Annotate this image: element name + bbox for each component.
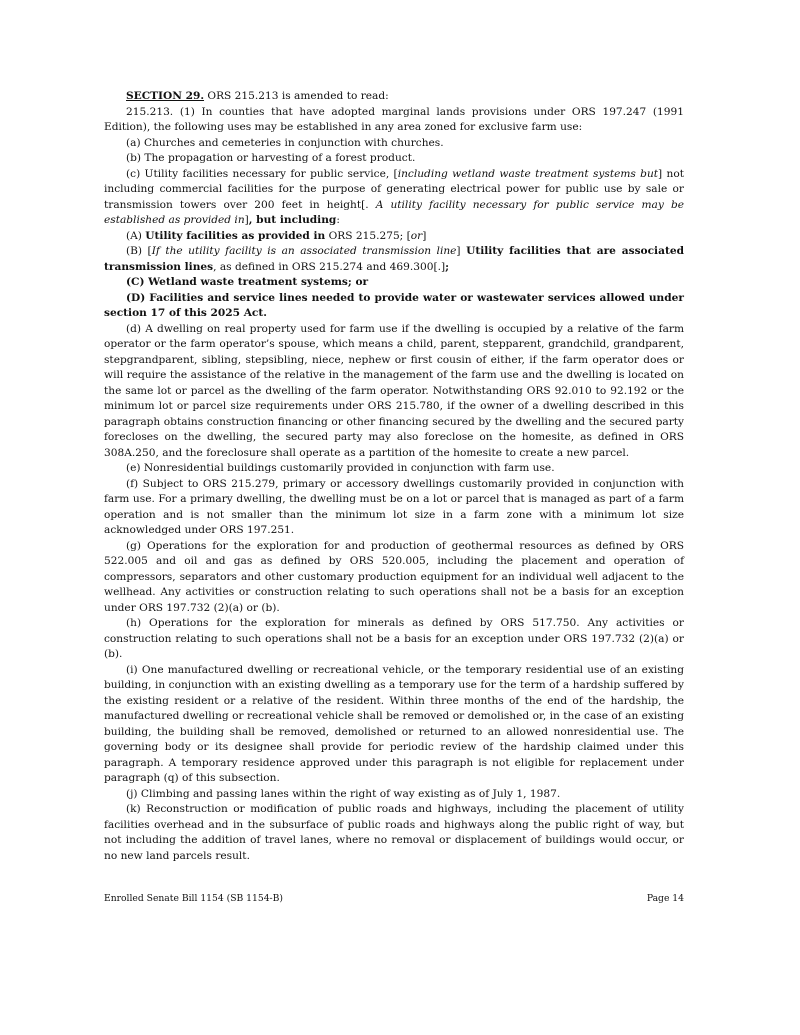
subparagraph-D xyxy=(104,291,684,322)
paragraph-h: (h) Operations for the exploration for minerals as defined by ORS 517.750. Any activities or construction relating to such operations shall not be a basis for an exception under ORS 197.732 (2)(a) or (b). xyxy=(104,617,684,660)
text-run: ] xyxy=(422,229,427,242)
text-run: ] xyxy=(244,214,249,226)
added-text: Utility facilities that are associated transmission lines xyxy=(104,245,684,273)
section-intro xyxy=(104,89,684,105)
deleted-text: A utility facility necessary for public service may be established as provided in xyxy=(104,198,684,226)
deleted-text: If the utility facility is an associated transmission line xyxy=(151,245,457,257)
paragraph-e: (e) Nonresidential buildings customarily provided in conjunction with farm use. xyxy=(126,462,555,474)
subparagraph-C xyxy=(104,275,684,291)
text-run: ORS 215.275; [ xyxy=(325,229,411,242)
text-run: , as defined in ORS 215.274 and 469.300[.] xyxy=(213,260,446,273)
paragraph-d: (d) A dwelling on real property used for farm use if the dwelling is occupied by a relative of the farm operator or the farm operator’s spouse, which means a child, parent, stepparent, grandchild, grandparent, stepgrandparent, sibling, stepsibling, niece, nephew or first cousin of either, if the farm operator does or will require the assistance of the relative in the management of the farm use and the dwelling is located on the same lot or parcel as the dwelling of the farm operator. Notwithstanding ORS 92.010 to 92.192 or the minimum lot or parcel size requirements under ORS 215.780, if the owner of a dwelling described in this paragraph obtains construction financing or other financing secured by the dwelling and the secured party forecloses on the dwelling, the secured party may also foreclose on the homesite, as defined in ORS 308A.250, and the foreclosure shall operate as a partition of the homesite to create a new parcel. xyxy=(104,322,684,459)
text-run: (c) Utility facilities necessary for public service, [ xyxy=(126,167,398,180)
deleted-text: or xyxy=(410,229,423,242)
added-text: (C) Wetland waste treatment systems; or xyxy=(126,276,369,288)
bill-name: Enrolled Senate Bill 1154 (SB 1154-B) xyxy=(104,893,283,904)
document-body xyxy=(104,89,684,864)
added-text: , but including xyxy=(248,214,337,226)
added-text: ; xyxy=(445,260,450,273)
paragraph-c xyxy=(104,167,684,229)
section-heading: SECTION 29. xyxy=(126,90,205,102)
paragraph-j: (j) Climbing and passing lanes within the right of way existing as of July 1, 1987. xyxy=(126,787,561,800)
subparagraph-B xyxy=(104,244,684,275)
text-run: (B) [ xyxy=(126,245,152,257)
page-footer xyxy=(104,893,684,904)
paragraph-f: (f) Subject to ORS 215.279, primary or accessory dwellings customarily provided in conjunction with farm use. For a primary dwelling, the dwelling must be on a lot or parcel that is managed as part of a farm operation and is not smaller than the minimum lot size in a farm zone with a minimum lot size acknowledged under ORS 197.251. xyxy=(104,477,684,536)
paragraph-g: (g) Operations for the exploration for and production of geothermal resources as defined by ORS 522.005 and oil and gas as defined by ORS 520.005, including the placement and operation of compressors, separators and other customary production equipment for an individual well adjacent to the wellhead. Any activities or construction relating to such operations shall not be a basis for an exception under ORS 197.732 (2)(a) or (b). xyxy=(104,539,684,614)
section-intro-text: ORS 215.213 is amended to read: xyxy=(204,90,389,102)
page-number: Page 14 xyxy=(646,893,684,904)
text-run: (A) xyxy=(126,229,146,242)
paragraph-k: (k) Reconstruction or modification of public roads and highways, including the placement of utility facilities overhead and in the subsurface of public roads and highways along the public right of way, but not including the addition of travel lanes, where no removal or displacement of buildings would occur, or no new land parcels result. xyxy=(104,803,684,862)
paragraph-i: (i) One manufactured dwelling or recreational vehicle, or the temporary residential use of an existing building, in conjunction with an existing dwelling as a temporary use for the term of a hardship suffered by the existing resident or a relative of the resident. Within three months of the end of the hardship, the manufactured dwelling or recreational vehicle shall be removed or demolished or, in the case of an existing building, the building shall be removed, demolished or returned to an allowed nonresidential use. The governing body or its designee shall provide for periodic review of the hardship claimed under this paragraph. A temporary residence approved under this paragraph is not eligible for replacement under paragraph (q) of this subsection. xyxy=(104,663,684,784)
deleted-text: including wetland waste treatment systems but xyxy=(397,167,659,180)
text-run: : xyxy=(336,214,340,226)
added-text: Utility facilities as provided in xyxy=(145,229,326,242)
subparagraph-A xyxy=(104,229,684,245)
text-run: ] not including commercial facilities for the purpose of generating electrical power for public use by sale or transmission towers over 200 feet in height[. xyxy=(104,167,684,211)
text-run: ] xyxy=(456,245,467,257)
paragraph-a: (a) Churches and cemeteries in conjunction with churches. xyxy=(126,136,444,149)
added-text: (D) Facilities and service lines needed to provide water or wastewater services allowed under section 17 of this 2025 Act. xyxy=(104,291,684,319)
statute-paragraph-1: 215.213. (1) In counties that have adopted marginal lands provisions under ORS 197.247 (1991 Edition), the following uses may be established in any area zoned for exclusive farm use: xyxy=(104,105,684,133)
paragraph-b: (b) The propagation or harvesting of a forest product. xyxy=(126,152,416,164)
